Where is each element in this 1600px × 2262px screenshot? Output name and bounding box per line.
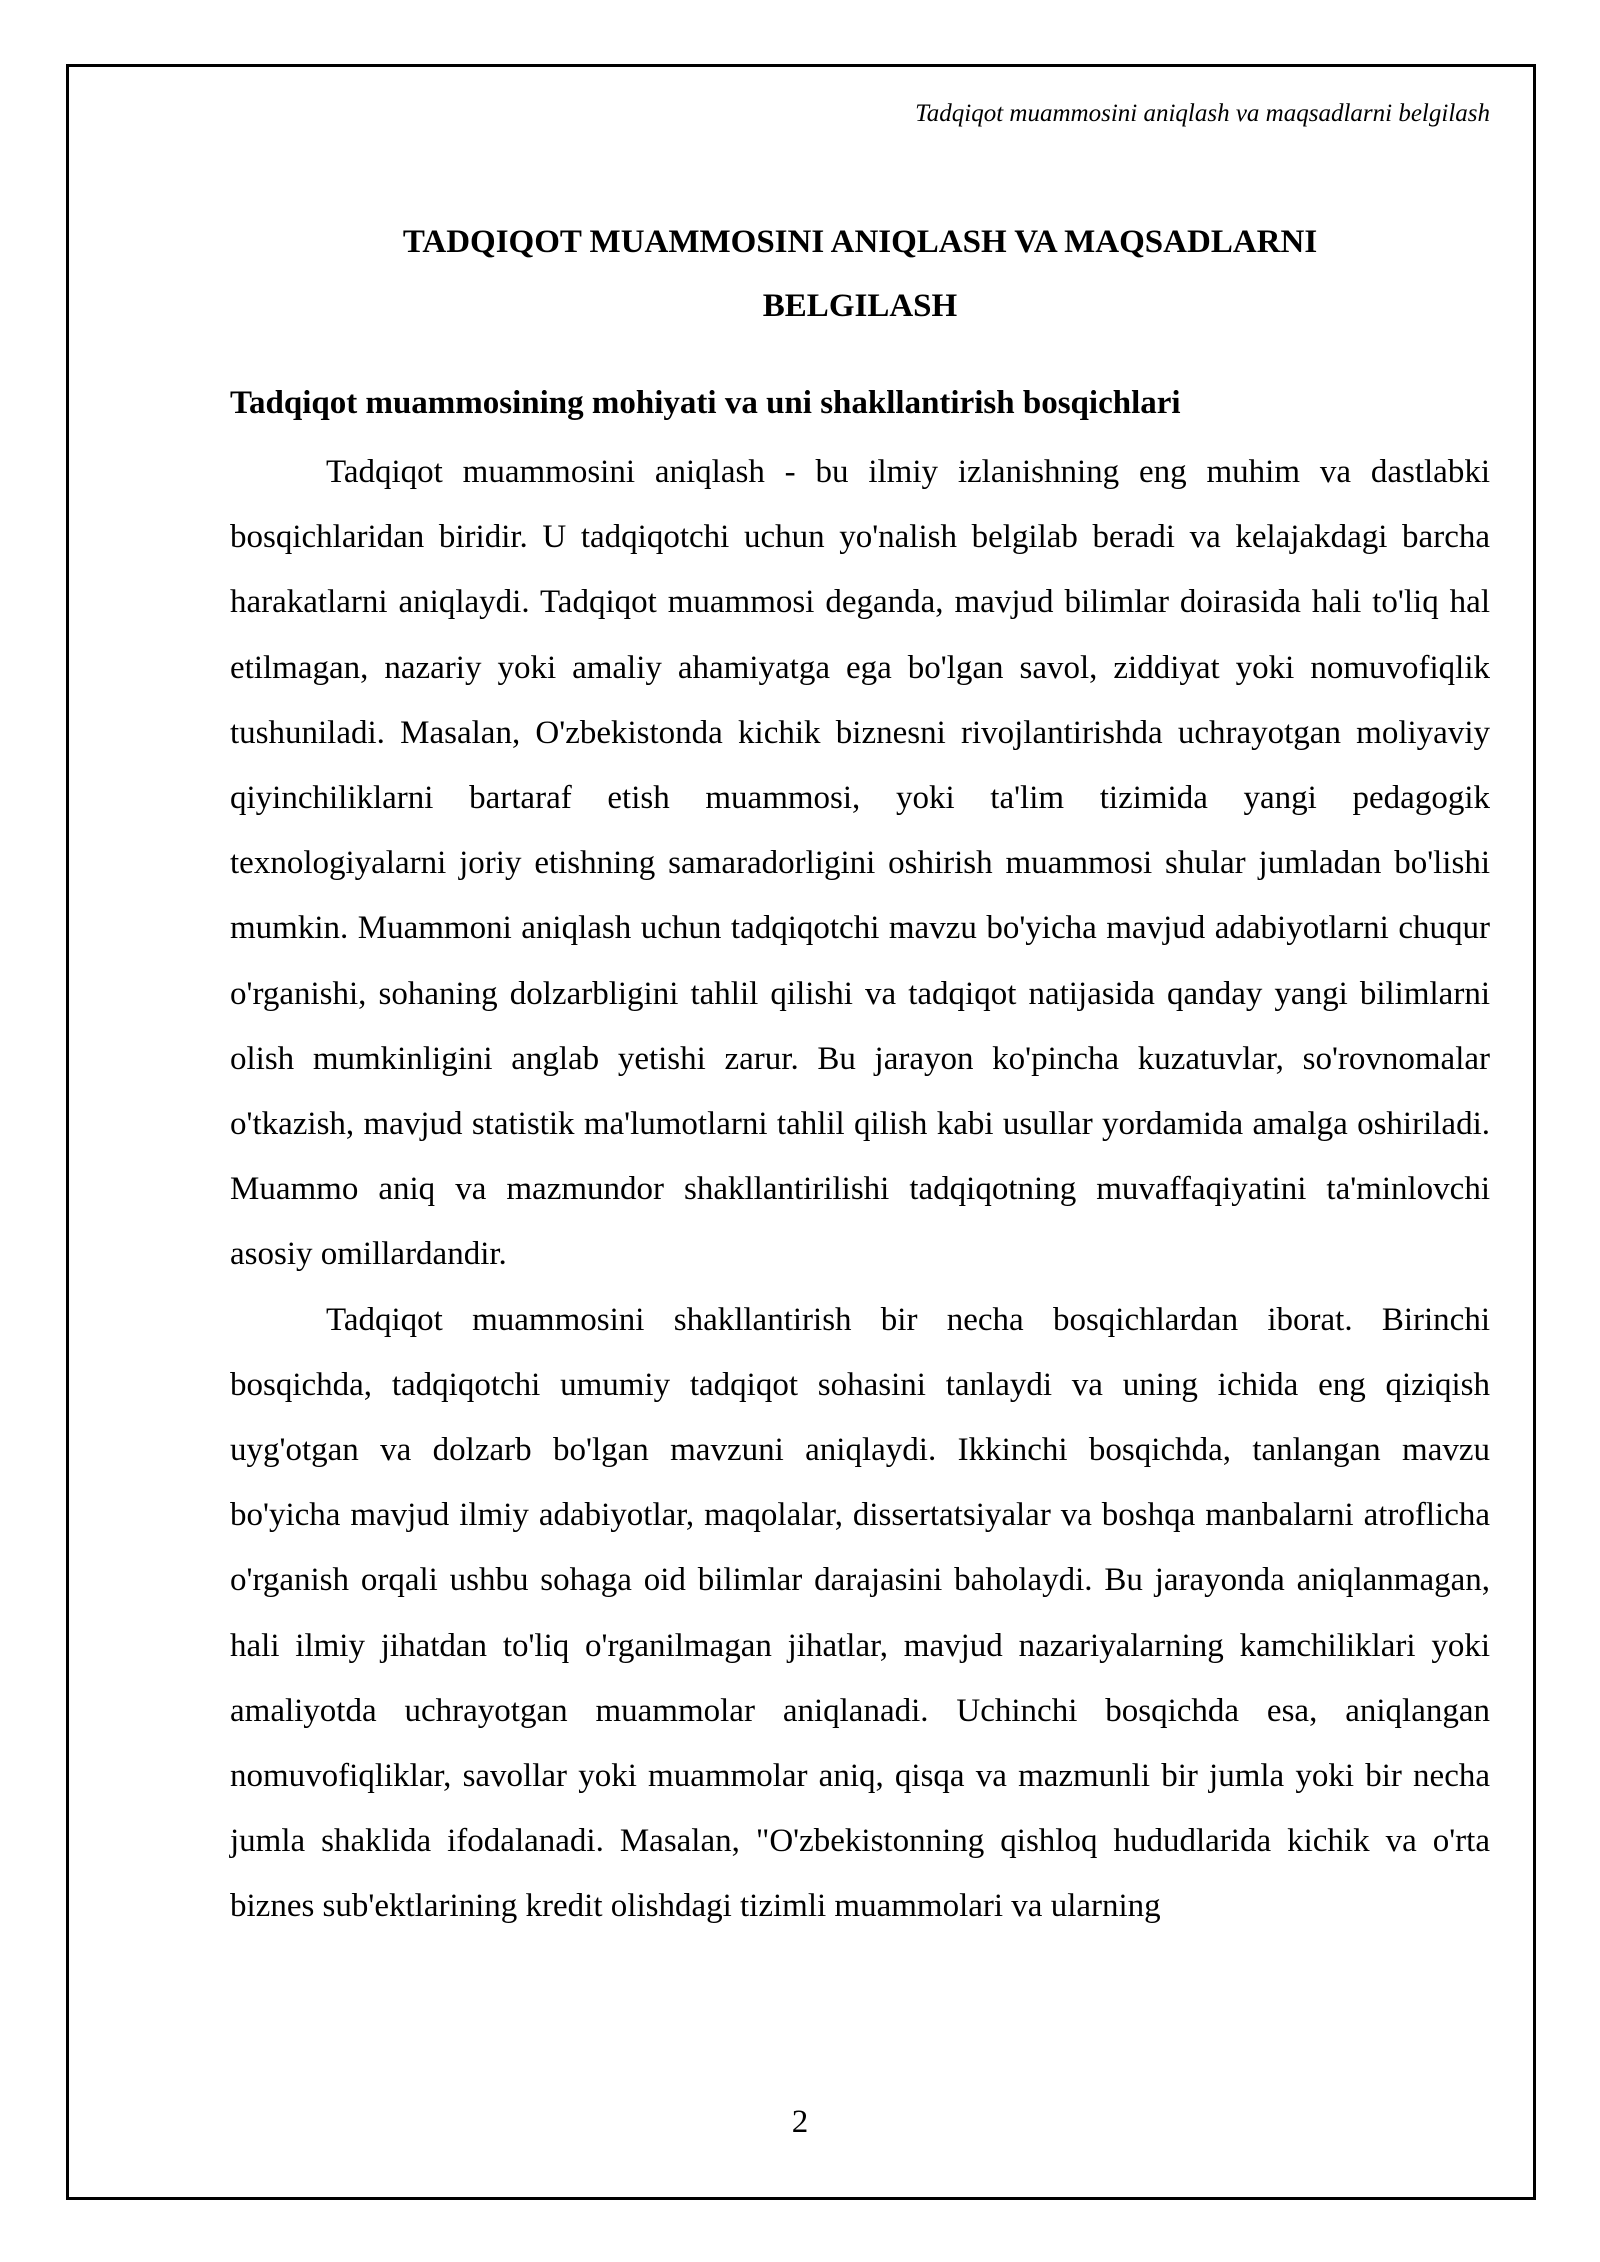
section-heading: Tadqiqot muammosining mohiyati va uni shakllantirish bosqichlari — [230, 385, 1181, 421]
page-content — [230, 210, 1490, 1940]
body-paragraph-1: Tadqiqot muammosini aniqlash - bu ilmiy izlanishning eng muhim va dastlabki bosqichlaridan biridir. U tadqiqotchi uchun yo'nalish belgilab beradi va kelajakdagi barcha harakatlarni aniqlaydi. Tadqiqot muammosi deganda, mavjud bilimlar doirasida hali to'liq hal etilmagan, nazariy yoki amaliy ahamiyatga ega bo'lgan savol, ziddiyat yoki nomuvofiqlik tushuniladi. Masalan, O'zbekistonda kichik biznesni rivojlantirishda uchrayotgan moliyaviy qiyinchiliklarni bartaraf etish muammosi, yoki ta'lim tizimida yangi pedagogik texnologiyalarni joriy etishning samaradorligini oshirish muammosi shular jumladan bo'lishi mumkin. Muammoni aniqlash uchun tadqiqotchi mavzu bo'yicha mavjud adabiyotlarni chuqur o'rganishi, sohaning dolzarbligini tahlil qilishi va tadqiqot natijasida qanday yangi bilimlarni olish mumkinligini anglab yetishi zarur. Bu jarayon ko'pincha kuzatuvlar, so'rovnomalar o'tkazish, mavjud statistik ma'lumotlarni tahlil qilish kabi usullar yordamida amalga oshiriladi. Muammo aniq va mazmundor shakllantirilishi tadqiqotning muvaffaqiyatini ta'minlovchi asosiy omillardandir. — [230, 454, 1490, 1273]
document-title-line-1: TADQIQOT MUAMMOSINI ANIQLASH VA MAQSADLARNI — [402, 224, 1318, 260]
running-header: Tadqiqot muammosini aniqlash va maqsadlarni belgilash — [915, 100, 1490, 127]
document-title-line-2: BELGILASH — [762, 288, 958, 324]
page-number: 2 — [791, 2104, 809, 2140]
document-title — [230, 210, 1490, 338]
body-paragraph-2: Tadqiqot muammosini shakllantirish bir necha bosqichlardan iborat. Birinchi bosqichda, tadqiqotchi umumiy tadqiqot sohasini tanlaydi va uning ichida eng qiziqish uyg'otgan va dolzarb bo'lgan mavzuni aniqlaydi. Ikkinchi bosqichda, tanlangan mavzu bo'yicha mavjud ilmiy adabiyotlar, maqolalar, dissertatsiyalar va boshqa manbalarni atroflicha o'rganish orqali ushbu sohaga oid bilimlar darajasini baholaydi. Bu jarayonda aniqlanmagan, hali ilmiy jihatdan to'liq o'rganilmagan jihatlar, mavjud nazariyalarning kamchiliklari yoki amaliyotda uchrayotgan muammolar aniqlanadi. Uchinchi bosqichda esa, aniqlangan nomuvofiqliklar, savollar yoki muammolar aniq, qisqa va mazmunli bir jumla yoki bir necha jumla shaklida ifodalanadi. Masalan, "O'zbekistonning qishloq hududlarida kichik va o'rta biznes sub'ektlarining kredit olishdagi tizimli muammolari va ularning — [230, 1301, 1490, 1925]
